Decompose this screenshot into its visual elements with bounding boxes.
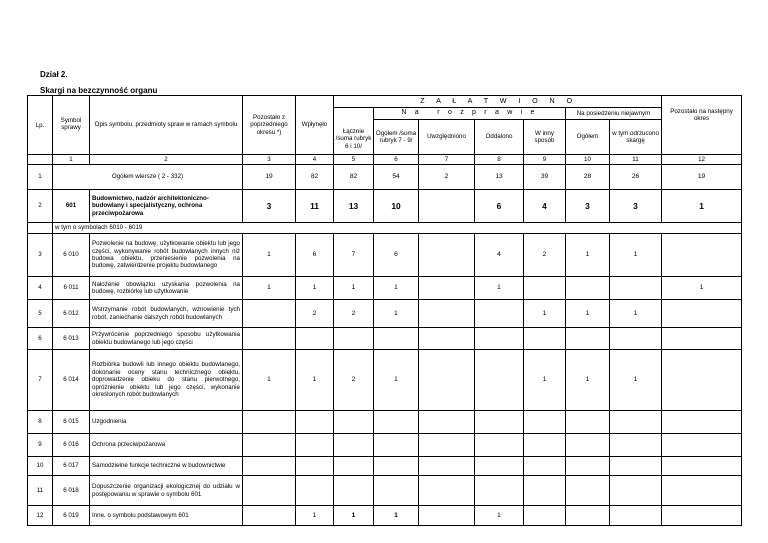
cell-closed-total (566, 457, 610, 476)
cell-received (296, 434, 334, 457)
table-row (28, 328, 742, 350)
cell-closed-total (566, 434, 610, 457)
cell-other-way: 39 (524, 165, 566, 190)
header-rejected: w tym odrzucono skargę (610, 120, 662, 155)
cell-remaining (662, 350, 742, 411)
cell-symbol: 6 014 (53, 350, 90, 411)
cell-carried-in (243, 434, 296, 457)
cell-received: 6 (296, 234, 334, 277)
cell-upheld (419, 277, 475, 300)
cell-dismissed (475, 350, 524, 411)
header-remaining: Pozostało na następny okres (662, 96, 742, 155)
header-settled-group (334, 96, 662, 108)
cell-total: 13 (334, 190, 374, 223)
cell-lp: 5 (28, 300, 53, 328)
cell-upheld (419, 350, 475, 411)
cell-total (334, 328, 374, 350)
cell-upheld (419, 476, 475, 506)
cell-description: Pozwolenie na budowę, użytkowanie obiektu lub jego części, wykonywanie robót budowlanych innych niż budowa obiektu, przeniesienie pozwolenia na budowę, zatwierdzenie projektu budowlanego (90, 234, 243, 277)
column-number: 9 (524, 155, 566, 165)
cell-description: Dopuszczenie organizacji ekologicznej do udziału w postępowaniu w sprawie o symbolu 601 (90, 476, 243, 506)
column-number: 11 (610, 155, 662, 165)
cell-rejected (610, 434, 662, 457)
cell-dismissed: 1 (475, 277, 524, 300)
header-carried-in: Pozostało z poprzedniego okresu *) (243, 96, 296, 155)
cell-upheld: 2 (419, 165, 475, 190)
cell-total: 2 (334, 350, 374, 411)
cell-closed-total: 1 (566, 300, 610, 328)
cell-lp: 9 (28, 434, 53, 457)
table-row (28, 411, 742, 434)
cell-total (334, 457, 374, 476)
table-row (28, 506, 742, 526)
cell-rejected (610, 277, 662, 300)
cell-received: 11 (296, 190, 334, 223)
cell-description: Rozbiórka budowli lub innego obiektu budowlanego, dokonanie oceny stanu technicznego obiektu, doprowadzenie obieku do stanu pierwotnego, opróżnienie obiektu lub jego części, wykonanie określonych robót budowlanych (90, 350, 243, 411)
cell-closed-total (566, 506, 610, 526)
cell-rejected: 26 (610, 165, 662, 190)
cell-carried-in: 19 (243, 165, 296, 190)
cell-hearing-total (374, 434, 419, 457)
header-dismissed: Oddalono (475, 120, 524, 155)
cell-dismissed (475, 411, 524, 434)
cell-remaining (662, 328, 742, 350)
header-other-way: W inny sposób (524, 120, 566, 155)
cell-upheld (419, 457, 475, 476)
cell-description: Nałożenie obowiązku uzyskania pozwolenia na budowę, rozbiórkę lub użytkowanie (90, 277, 243, 300)
table-row (28, 300, 742, 328)
header-upheld: Uwzględniono (419, 120, 475, 155)
cell-other-way (524, 411, 566, 434)
cell-hearing-total (374, 411, 419, 434)
cell-closed-total: 1 (566, 234, 610, 277)
cell-rejected: 1 (610, 300, 662, 328)
cell-total: 82 (334, 165, 374, 190)
table-row (28, 350, 742, 411)
cell-other-way (524, 434, 566, 457)
cell-hearing-total (374, 457, 419, 476)
column-number-blank (28, 155, 53, 165)
cell-received: 82 (296, 165, 334, 190)
table-row (28, 234, 742, 277)
cell-lp: 11 (28, 476, 53, 506)
statistics-table (27, 95, 742, 526)
cell-received (296, 476, 334, 506)
cell-total (334, 434, 374, 457)
table-row (28, 476, 742, 506)
cell-closed-total: 28 (566, 165, 610, 190)
cell-carried-in (243, 506, 296, 526)
cell-remaining (662, 411, 742, 434)
section-subtitle: Skargi na bezczynność organu (40, 86, 158, 95)
cell-remaining (662, 457, 742, 476)
header-total: Łącznie /suma rubryk 6 i 10/ (334, 108, 374, 155)
cell-remaining (662, 434, 742, 457)
cell-dismissed (475, 476, 524, 506)
cell-symbol: 6 013 (53, 328, 90, 350)
cell-lp: 12 (28, 506, 53, 526)
subgroup-note: w tym o symbolach 6010 - 6019 (53, 223, 742, 234)
cell-dismissed: 1 (475, 506, 524, 526)
cell-symbol: 6 019 (53, 506, 90, 526)
table-row (28, 277, 742, 300)
cell-hearing-total: 1 (374, 506, 419, 526)
cell-symbol: 6 016 (53, 434, 90, 457)
header-description: Opis symbolu, przedmioty spraw w ramach symbolu (90, 96, 243, 155)
cell-closed-total (566, 476, 610, 506)
cell-total: 1 (334, 277, 374, 300)
hearing-group-label: N a r o z p r a w i e (401, 109, 538, 117)
cell-hearing-total: 10 (374, 190, 419, 223)
cell-description: Wstrzymanie robót budowlanych, wznowienie tych robót, zaniechanie dalszych robót budowlanych (90, 300, 243, 328)
cell-description: Uzgodnienia (90, 411, 243, 434)
cell-received: 1 (296, 350, 334, 411)
cell-symbol: 6 017 (53, 457, 90, 476)
header-lp: Lp. (28, 96, 53, 155)
cell-upheld (419, 434, 475, 457)
column-number: 12 (662, 155, 742, 165)
cell-lp: 7 (28, 350, 53, 411)
cell-description: Ochrona przeciwpożarowa (90, 434, 243, 457)
cell-hearing-total: 1 (374, 350, 419, 411)
cell-closed-total (566, 411, 610, 434)
cell-symbol: 601 (53, 190, 90, 223)
cell-rejected: 1 (610, 350, 662, 411)
cell-hearing-total: 1 (374, 277, 419, 300)
cell-dismissed: 6 (475, 190, 524, 223)
cell-received: 1 (296, 506, 334, 526)
table-row-total (28, 165, 742, 190)
cell-carried-in: 3 (243, 190, 296, 223)
cell-upheld (419, 190, 475, 223)
cell-received: 2 (296, 300, 334, 328)
cell-dismissed: 4 (475, 234, 524, 277)
cell-upheld (419, 506, 475, 526)
cell-lp: 6 (28, 328, 53, 350)
cell-upheld (419, 328, 475, 350)
cell-description: Inne, o symbolu podstawowym 601 (90, 506, 243, 526)
cell-carried-in (243, 300, 296, 328)
column-number: 4 (296, 155, 334, 165)
cell-other-way: 2 (524, 234, 566, 277)
cell-dismissed (475, 328, 524, 350)
cell-other-way (524, 476, 566, 506)
cell-lp: 4 (28, 277, 53, 300)
cell-other-way (524, 328, 566, 350)
header-closed-total: Ogółem (566, 120, 610, 155)
cell-upheld (419, 234, 475, 277)
cell-carried-in (243, 457, 296, 476)
table-row-601 (28, 190, 742, 223)
cell-dismissed (475, 300, 524, 328)
cell-carried-in: 1 (243, 234, 296, 277)
cell-received (296, 328, 334, 350)
cell-closed-total (566, 277, 610, 300)
cell-lp: 1 (28, 165, 53, 190)
cell-carried-in (243, 328, 296, 350)
cell-closed-total: 1 (566, 350, 610, 411)
cell-rejected: 3 (610, 190, 662, 223)
table-row (28, 457, 742, 476)
header-received: Wpłynęło (296, 96, 334, 155)
cell-remaining (662, 476, 742, 506)
cell-blank (28, 223, 53, 234)
cell-other-way: 1 (524, 350, 566, 411)
cell-description: Budownictwo, nadzór architektoniczno-budowlany i specjalistyczny, ochrona przeciwpożarowa (90, 190, 243, 223)
cell-upheld (419, 411, 475, 434)
cell-total: 2 (334, 300, 374, 328)
cell-symbol: 6 015 (53, 411, 90, 434)
cell-lp: 8 (28, 411, 53, 434)
header-symbol: Symbol sprawy (53, 96, 90, 155)
cell-rejected (610, 506, 662, 526)
cell-rejected: 1 (610, 234, 662, 277)
cell-symbol: 6 012 (53, 300, 90, 328)
cell-carried-in: 1 (243, 350, 296, 411)
table-row-note (28, 223, 742, 234)
cell-hearing-total: 1 (374, 300, 419, 328)
cell-description: Samodzielne funkcje techniczne w budownictwie (90, 457, 243, 476)
cell-dismissed: 13 (475, 165, 524, 190)
cell-rejected (610, 328, 662, 350)
cell-symbol: 6 010 (53, 234, 90, 277)
cell-total: 7 (334, 234, 374, 277)
cell-total: 1 (334, 506, 374, 526)
cell-description: Ogółem wiersze ( 2 - 332) (53, 165, 243, 190)
cell-closed-total (566, 328, 610, 350)
cell-hearing-total: 6 (374, 234, 419, 277)
cell-hearing-total (374, 476, 419, 506)
cell-carried-in: 1 (243, 277, 296, 300)
column-number: 10 (566, 155, 610, 165)
cell-other-way: 1 (524, 300, 566, 328)
cell-received (296, 411, 334, 434)
cell-remaining (662, 234, 742, 277)
cell-other-way (524, 506, 566, 526)
cell-remaining: 1 (662, 190, 742, 223)
settled-group-label: Z A Ł A T W I O N O (420, 96, 575, 106)
cell-dismissed (475, 434, 524, 457)
cell-symbol: 6 018 (53, 476, 90, 506)
cell-received (296, 457, 334, 476)
table-row (28, 434, 742, 457)
cell-remaining (662, 300, 742, 328)
cell-lp: 3 (28, 234, 53, 277)
cell-symbol: 6 011 (53, 277, 90, 300)
header-hearing-group (374, 108, 566, 120)
column-number: 6 (374, 155, 419, 165)
cell-remaining (662, 506, 742, 526)
header-closed-group: Na posiedzeniu niejawnym (566, 108, 662, 120)
column-number: 8 (475, 155, 524, 165)
cell-lp: 2 (28, 190, 53, 223)
cell-rejected (610, 457, 662, 476)
cell-rejected (610, 476, 662, 506)
cell-other-way (524, 277, 566, 300)
cell-hearing-total: 54 (374, 165, 419, 190)
cell-carried-in (243, 476, 296, 506)
cell-remaining: 1 (662, 277, 742, 300)
column-number: 7 (419, 155, 475, 165)
cell-other-way: 4 (524, 190, 566, 223)
cell-carried-in (243, 411, 296, 434)
cell-remaining: 19 (662, 165, 742, 190)
cell-description: Przywrócenie poprzedniego sposobu użytkowania obiektu budowlanego lub jego części (90, 328, 243, 350)
cell-closed-total: 3 (566, 190, 610, 223)
cell-dismissed (475, 457, 524, 476)
cell-received: 1 (296, 277, 334, 300)
header-hearing-total: Ogółem /suma rubryk 7 - 9/ (374, 120, 419, 155)
cell-total (334, 411, 374, 434)
cell-rejected (610, 411, 662, 434)
section-title: Dział 2. (40, 70, 68, 79)
cell-lp: 10 (28, 457, 53, 476)
cell-total (334, 476, 374, 506)
cell-hearing-total (374, 328, 419, 350)
column-number: 3 (243, 155, 296, 165)
column-number: 2 (90, 155, 243, 165)
column-number: 1 (53, 155, 90, 165)
cell-upheld (419, 300, 475, 328)
cell-other-way (524, 457, 566, 476)
column-number: 5 (334, 155, 374, 165)
